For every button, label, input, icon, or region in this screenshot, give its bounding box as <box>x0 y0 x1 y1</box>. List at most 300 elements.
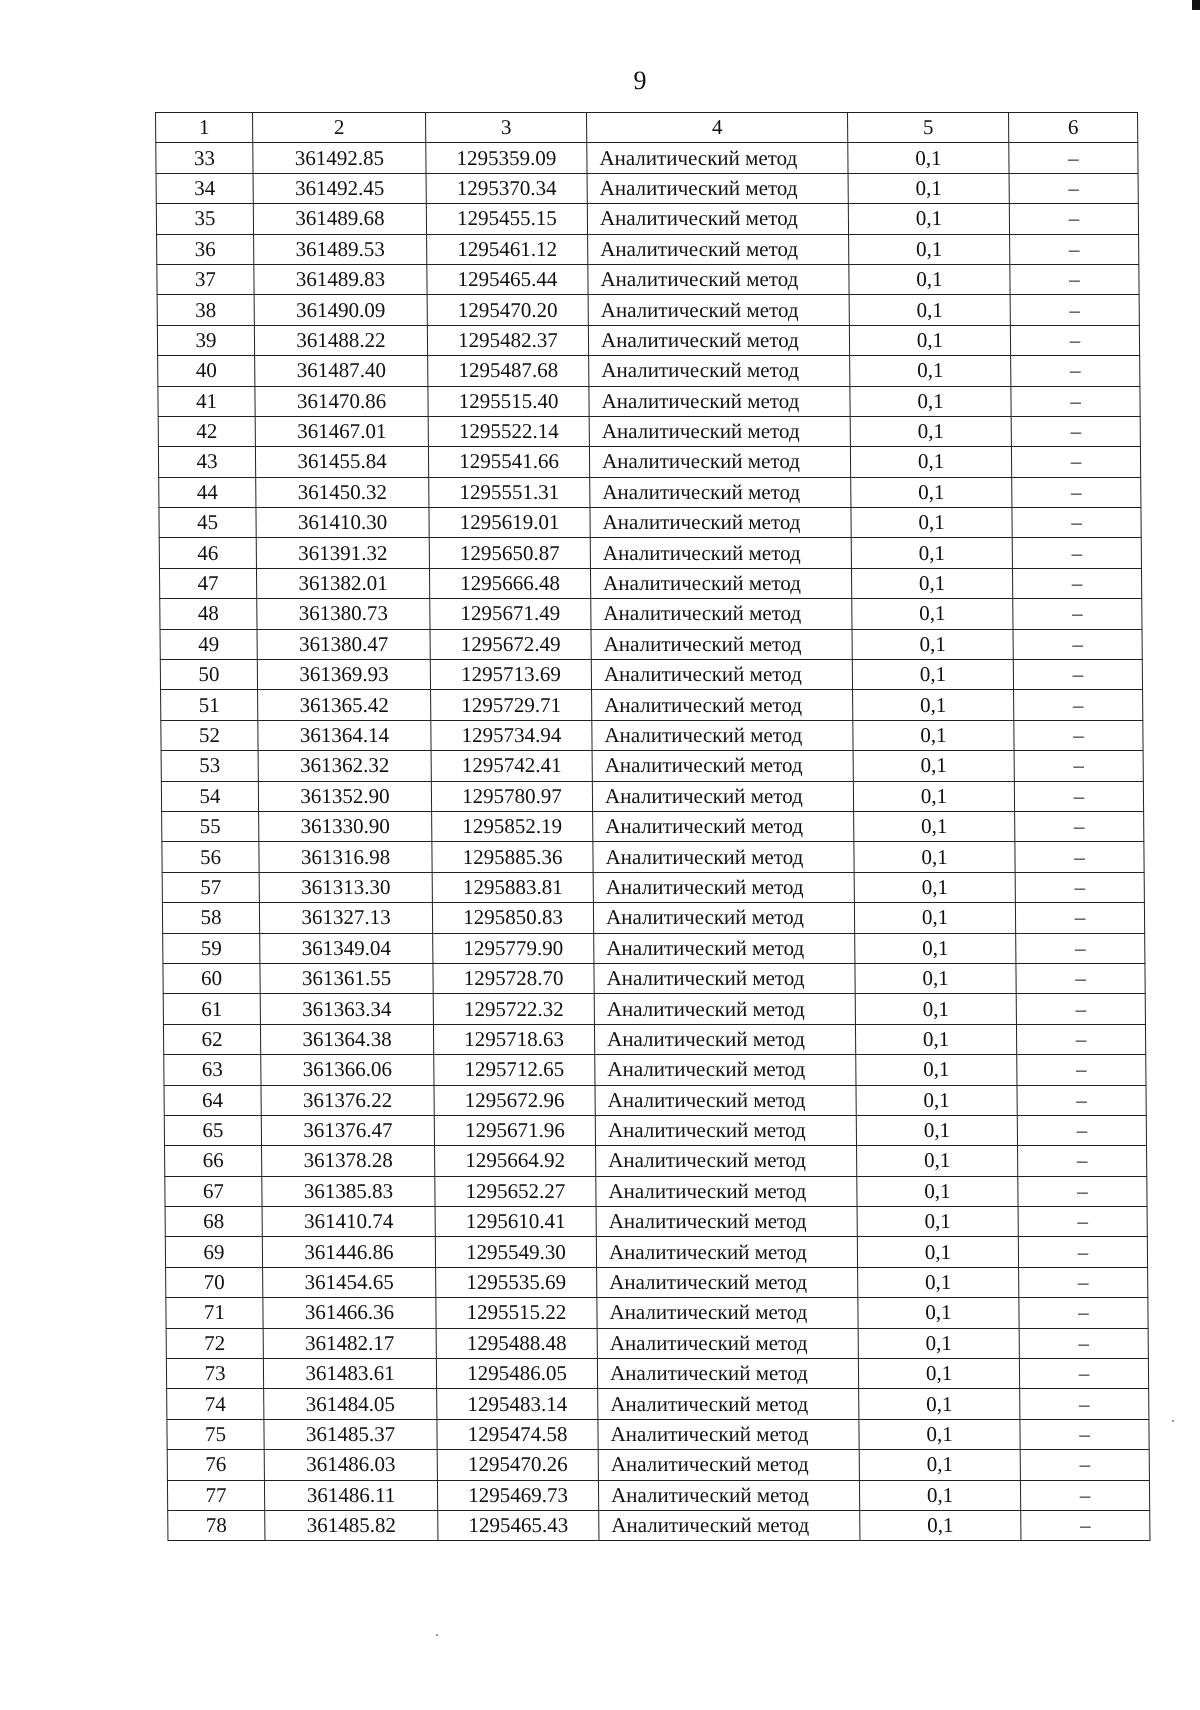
method-cell: Аналитический метод <box>598 1450 859 1480</box>
table-row <box>157 295 1139 325</box>
method-cell: Аналитический метод <box>595 1115 856 1145</box>
x-coordinate-cell: 361490.09 <box>254 295 427 325</box>
accuracy-cell: 0,1 <box>853 690 1014 720</box>
accuracy-cell: 0,1 <box>855 994 1016 1024</box>
accuracy-cell: 0,1 <box>851 477 1012 507</box>
accuracy-cell: 0,1 <box>859 1450 1020 1480</box>
point-number-cell: 61 <box>163 994 260 1024</box>
accuracy-cell: 0,1 <box>851 568 1012 598</box>
y-coordinate-cell: 1295486.05 <box>436 1359 597 1389</box>
method-cell: Аналитический метод <box>594 994 855 1024</box>
y-coordinate-cell: 1295465.44 <box>427 264 588 294</box>
x-coordinate-cell: 361487.40 <box>255 356 428 386</box>
method-cell: Аналитический метод <box>590 568 851 598</box>
x-coordinate-cell: 361364.38 <box>260 1024 433 1054</box>
point-number-cell: 34 <box>156 173 253 203</box>
y-coordinate-cell: 1295465.43 <box>438 1510 599 1540</box>
x-coordinate-cell: 361361.55 <box>260 963 433 993</box>
page-number: 9 <box>633 66 647 95</box>
y-coordinate-cell: 1295461.12 <box>427 234 588 264</box>
scan-speck <box>1172 1420 1174 1422</box>
note-cell: – <box>1020 1389 1149 1419</box>
x-coordinate-cell: 361410.74 <box>262 1207 435 1237</box>
y-coordinate-cell: 1295619.01 <box>429 508 590 538</box>
x-coordinate-cell: 361391.32 <box>256 538 429 568</box>
method-cell: Аналитический метод <box>596 1176 857 1206</box>
method-cell: Аналитический метод <box>596 1146 857 1176</box>
accuracy-cell: 0,1 <box>849 325 1010 355</box>
point-number-cell: 68 <box>165 1207 262 1237</box>
note-cell: – <box>1011 416 1140 446</box>
note-cell: – <box>1020 1480 1149 1510</box>
point-number-cell: 53 <box>161 751 258 781</box>
y-coordinate-cell: 1295470.20 <box>427 295 588 325</box>
method-cell: Аналитический метод <box>589 386 850 416</box>
x-coordinate-cell: 361313.30 <box>259 872 432 902</box>
x-coordinate-cell: 361484.05 <box>264 1389 437 1419</box>
y-coordinate-cell: 1295535.69 <box>436 1267 597 1297</box>
x-coordinate-cell: 361380.73 <box>257 599 430 629</box>
point-number-cell: 40 <box>158 356 255 386</box>
table-row <box>161 751 1143 781</box>
column-header-1: 1 <box>156 113 253 143</box>
x-coordinate-cell: 361450.32 <box>256 477 429 507</box>
y-coordinate-cell: 1295652.27 <box>435 1176 596 1206</box>
note-cell: – <box>1009 173 1138 203</box>
point-number-cell: 42 <box>158 416 255 446</box>
table-row <box>162 842 1144 872</box>
y-coordinate-cell: 1295610.41 <box>435 1207 596 1237</box>
method-cell: Аналитический метод <box>592 751 853 781</box>
method-cell: Аналитический метод <box>592 781 853 811</box>
column-header-4: 4 <box>587 113 848 143</box>
point-number-cell: 36 <box>157 234 254 264</box>
note-cell: – <box>1010 325 1139 355</box>
accuracy-cell: 0,1 <box>854 872 1015 902</box>
y-coordinate-cell: 1295488.48 <box>436 1328 597 1358</box>
y-coordinate-cell: 1295671.96 <box>434 1115 595 1145</box>
y-coordinate-cell: 1295370.34 <box>426 173 587 203</box>
accuracy-cell: 0,1 <box>848 204 1009 234</box>
table-row <box>161 781 1143 811</box>
table-row <box>162 872 1144 902</box>
y-coordinate-cell: 1295515.40 <box>428 386 589 416</box>
y-coordinate-cell: 1295359.09 <box>426 143 587 173</box>
note-cell: – <box>1012 508 1141 538</box>
note-cell: – <box>1010 264 1139 294</box>
y-coordinate-cell: 1295522.14 <box>428 416 589 446</box>
accuracy-cell: 0,1 <box>855 1024 1016 1054</box>
method-cell: Аналитический метод <box>592 720 853 750</box>
y-coordinate-cell: 1295541.66 <box>428 447 589 477</box>
accuracy-cell: 0,1 <box>856 1115 1017 1145</box>
scan-corner-mark <box>1192 0 1200 10</box>
method-cell: Аналитический метод <box>590 538 851 568</box>
point-number-cell: 44 <box>159 477 256 507</box>
x-coordinate-cell: 361362.32 <box>258 751 431 781</box>
y-coordinate-cell: 1295482.37 <box>427 325 588 355</box>
x-coordinate-cell: 361376.22 <box>261 1085 434 1115</box>
method-cell: Аналитический метод <box>589 356 850 386</box>
table-row <box>160 660 1142 690</box>
table-row <box>164 1115 1146 1145</box>
y-coordinate-cell: 1295718.63 <box>433 1024 594 1054</box>
point-number-cell: 46 <box>159 538 256 568</box>
accuracy-cell: 0,1 <box>854 842 1015 872</box>
note-cell: – <box>1015 842 1144 872</box>
x-coordinate-cell: 361369.93 <box>257 660 430 690</box>
x-coordinate-cell: 361492.45 <box>253 173 426 203</box>
table-row <box>163 963 1145 993</box>
accuracy-cell: 0,1 <box>851 538 1012 568</box>
note-cell: – <box>1011 447 1140 477</box>
x-coordinate-cell: 361486.03 <box>264 1450 437 1480</box>
y-coordinate-cell: 1295483.14 <box>437 1389 598 1419</box>
table-row <box>157 234 1139 264</box>
y-coordinate-cell: 1295515.22 <box>436 1298 597 1328</box>
x-coordinate-cell: 361485.37 <box>264 1419 437 1449</box>
point-number-cell: 55 <box>162 811 259 841</box>
point-number-cell: 66 <box>165 1146 262 1176</box>
table-row <box>159 508 1141 538</box>
point-number-cell: 67 <box>165 1176 262 1206</box>
note-cell: – <box>1013 599 1142 629</box>
y-coordinate-cell: 1295850.83 <box>432 903 593 933</box>
column-header-2: 2 <box>253 113 426 143</box>
method-cell: Аналитический метод <box>593 811 854 841</box>
y-coordinate-cell: 1295852.19 <box>432 811 593 841</box>
method-cell: Аналитический метод <box>593 903 854 933</box>
x-coordinate-cell: 361446.86 <box>262 1237 435 1267</box>
note-cell: – <box>1011 356 1140 386</box>
point-number-cell: 62 <box>163 1024 260 1054</box>
table-row <box>167 1419 1149 1449</box>
x-coordinate-cell: 361483.61 <box>263 1359 436 1389</box>
y-coordinate-cell: 1295650.87 <box>429 538 590 568</box>
point-number-cell: 76 <box>167 1450 264 1480</box>
note-cell: – <box>1010 295 1139 325</box>
point-number-cell: 72 <box>166 1328 263 1358</box>
table-row <box>163 1024 1145 1054</box>
y-coordinate-cell: 1295883.81 <box>432 872 593 902</box>
y-coordinate-cell: 1295469.73 <box>437 1480 598 1510</box>
point-number-cell: 43 <box>158 447 255 477</box>
x-coordinate-cell: 361470.86 <box>255 386 428 416</box>
y-coordinate-cell: 1295728.70 <box>433 963 594 993</box>
accuracy-cell: 0,1 <box>850 416 1011 446</box>
accuracy-cell: 0,1 <box>858 1298 1019 1328</box>
note-cell: – <box>1015 903 1144 933</box>
point-number-cell: 65 <box>164 1115 261 1145</box>
accuracy-cell: 0,1 <box>854 903 1015 933</box>
x-coordinate-cell: 361364.14 <box>258 720 431 750</box>
point-number-cell: 33 <box>156 143 253 173</box>
note-cell: – <box>1017 1085 1146 1115</box>
column-header-5: 5 <box>848 113 1009 143</box>
point-number-cell: 71 <box>166 1298 263 1328</box>
note-cell: – <box>1014 690 1143 720</box>
table-body <box>156 143 1150 1541</box>
table-row <box>158 386 1140 416</box>
note-cell: – <box>1018 1237 1147 1267</box>
accuracy-cell: 0,1 <box>857 1146 1018 1176</box>
method-cell: Аналитический метод <box>588 295 849 325</box>
accuracy-cell: 0,1 <box>859 1480 1020 1510</box>
y-coordinate-cell: 1295729.71 <box>431 690 592 720</box>
table-row <box>159 568 1141 598</box>
x-coordinate-cell: 361385.83 <box>262 1176 435 1206</box>
x-coordinate-cell: 361489.68 <box>253 204 426 234</box>
table-row <box>165 1237 1147 1267</box>
note-cell: – <box>1018 1207 1147 1237</box>
table-row <box>167 1450 1149 1480</box>
method-cell: Аналитический метод <box>588 234 849 264</box>
point-number-cell: 41 <box>158 386 255 416</box>
accuracy-cell: 0,1 <box>850 386 1011 416</box>
note-cell: – <box>1013 660 1142 690</box>
table-row <box>164 1085 1146 1115</box>
x-coordinate-cell: 361482.17 <box>263 1328 436 1358</box>
note-cell: – <box>1019 1359 1148 1389</box>
note-cell: – <box>1014 751 1143 781</box>
accuracy-cell: 0,1 <box>849 264 1010 294</box>
y-coordinate-cell: 1295722.32 <box>433 994 594 1024</box>
method-cell: Аналитический метод <box>596 1237 857 1267</box>
method-cell: Аналитический метод <box>593 872 854 902</box>
y-coordinate-cell: 1295779.90 <box>433 933 594 963</box>
accuracy-cell: 0,1 <box>859 1419 1020 1449</box>
y-coordinate-cell: 1295671.49 <box>430 599 591 629</box>
method-cell: Аналитический метод <box>598 1419 859 1449</box>
method-cell: Аналитический метод <box>594 1024 855 1054</box>
table-row <box>166 1267 1148 1297</box>
x-coordinate-cell: 361380.47 <box>257 629 430 659</box>
x-coordinate-cell: 361365.42 <box>258 690 431 720</box>
method-cell: Аналитический метод <box>592 690 853 720</box>
method-cell: Аналитический метод <box>591 629 852 659</box>
note-cell: – <box>1012 477 1141 507</box>
accuracy-cell: 0,1 <box>854 811 1015 841</box>
note-cell: – <box>1018 1176 1147 1206</box>
accuracy-cell: 0,1 <box>857 1176 1018 1206</box>
table-row <box>165 1207 1147 1237</box>
table-row <box>162 811 1144 841</box>
accuracy-cell: 0,1 <box>850 447 1011 477</box>
accuracy-cell: 0,1 <box>851 508 1012 538</box>
table-row <box>162 903 1144 933</box>
accuracy-cell: 0,1 <box>856 1085 1017 1115</box>
x-coordinate-cell: 361327.13 <box>259 903 432 933</box>
y-coordinate-cell: 1295742.41 <box>431 751 592 781</box>
x-coordinate-cell: 361352.90 <box>258 781 431 811</box>
scan-speck <box>436 1634 438 1636</box>
point-number-cell: 56 <box>162 842 259 872</box>
method-cell: Аналитический метод <box>597 1267 858 1297</box>
note-cell: – <box>1016 963 1145 993</box>
note-cell: – <box>1009 143 1138 173</box>
x-coordinate-cell: 361376.47 <box>261 1115 434 1145</box>
table-row <box>167 1389 1149 1419</box>
point-number-cell: 74 <box>167 1389 264 1419</box>
method-cell: Аналитический метод <box>591 660 852 690</box>
point-number-cell: 60 <box>163 963 260 993</box>
table-row <box>166 1298 1148 1328</box>
method-cell: Аналитический метод <box>594 963 855 993</box>
table-row <box>161 690 1143 720</box>
point-number-cell: 48 <box>160 599 257 629</box>
table-row <box>158 356 1140 386</box>
note-cell: – <box>1013 629 1142 659</box>
method-cell: Аналитический метод <box>587 143 848 173</box>
accuracy-cell: 0,1 <box>857 1207 1018 1237</box>
y-coordinate-cell: 1295549.30 <box>435 1237 596 1267</box>
note-cell: – <box>1014 720 1143 750</box>
point-number-cell: 73 <box>166 1359 263 1389</box>
table-row <box>156 173 1138 203</box>
x-coordinate-cell: 361485.82 <box>265 1510 438 1540</box>
x-coordinate-cell: 361316.98 <box>259 842 432 872</box>
note-cell: – <box>1019 1267 1148 1297</box>
note-cell: – <box>1015 811 1144 841</box>
method-cell: Аналитический метод <box>595 1085 856 1115</box>
note-cell: – <box>1018 1146 1147 1176</box>
y-coordinate-cell: 1295885.36 <box>432 842 593 872</box>
y-coordinate-cell: 1295672.96 <box>434 1085 595 1115</box>
method-cell: Аналитический метод <box>595 1055 856 1085</box>
accuracy-cell: 0,1 <box>848 143 1009 173</box>
x-coordinate-cell: 361410.30 <box>256 508 429 538</box>
x-coordinate-cell: 361349.04 <box>260 933 433 963</box>
note-cell: – <box>1016 1024 1145 1054</box>
table-row <box>157 325 1139 355</box>
x-coordinate-cell: 361489.53 <box>254 234 427 264</box>
note-cell: – <box>1019 1298 1148 1328</box>
x-coordinate-cell: 361467.01 <box>255 416 428 446</box>
method-cell: Аналитический метод <box>587 204 848 234</box>
x-coordinate-cell: 361382.01 <box>256 568 429 598</box>
note-cell: – <box>1019 1328 1148 1358</box>
method-cell: Аналитический метод <box>590 477 851 507</box>
note-cell: – <box>1017 1055 1146 1085</box>
note-cell: – <box>1012 538 1141 568</box>
note-cell: – <box>1016 933 1145 963</box>
method-cell: Аналитический метод <box>589 447 850 477</box>
accuracy-cell: 0,1 <box>853 720 1014 750</box>
method-cell: Аналитический метод <box>597 1298 858 1328</box>
note-cell: – <box>1011 386 1140 416</box>
point-number-cell: 63 <box>164 1055 261 1085</box>
column-header-3: 3 <box>426 113 587 143</box>
y-coordinate-cell: 1295474.58 <box>437 1419 598 1449</box>
x-coordinate-cell: 361488.22 <box>254 325 427 355</box>
point-number-cell: 52 <box>161 720 258 750</box>
accuracy-cell: 0,1 <box>852 660 1013 690</box>
x-coordinate-cell: 361363.34 <box>260 994 433 1024</box>
accuracy-cell: 0,1 <box>852 629 1013 659</box>
method-cell: Аналитический метод <box>597 1359 858 1389</box>
accuracy-cell: 0,1 <box>860 1510 1021 1540</box>
x-coordinate-cell: 361466.36 <box>263 1298 436 1328</box>
point-number-cell: 45 <box>159 508 256 538</box>
point-number-cell: 38 <box>157 295 254 325</box>
y-coordinate-cell: 1295487.68 <box>428 356 589 386</box>
method-cell: Аналитический метод <box>590 508 851 538</box>
note-cell: – <box>1020 1450 1149 1480</box>
table-row <box>163 994 1145 1024</box>
column-header-6: 6 <box>1009 113 1138 143</box>
y-coordinate-cell: 1295780.97 <box>431 781 592 811</box>
y-coordinate-cell: 1295666.48 <box>429 568 590 598</box>
accuracy-cell: 0,1 <box>853 781 1014 811</box>
note-cell: – <box>1020 1419 1149 1449</box>
point-number-cell: 70 <box>166 1267 263 1297</box>
x-coordinate-cell: 361366.06 <box>261 1055 434 1085</box>
y-coordinate-cell: 1295672.49 <box>430 629 591 659</box>
method-cell: Аналитический метод <box>598 1389 859 1419</box>
y-coordinate-cell: 1295734.94 <box>431 720 592 750</box>
y-coordinate-cell: 1295470.26 <box>437 1450 598 1480</box>
note-cell: – <box>1021 1510 1150 1540</box>
note-cell: – <box>1012 568 1141 598</box>
accuracy-cell: 0,1 <box>853 751 1014 781</box>
point-number-cell: 49 <box>160 629 257 659</box>
table-row <box>156 204 1138 234</box>
table-row <box>167 1480 1149 1510</box>
y-coordinate-cell: 1295664.92 <box>435 1146 596 1176</box>
point-number-cell: 35 <box>156 204 253 234</box>
table-row <box>161 720 1143 750</box>
table-row <box>159 477 1141 507</box>
accuracy-cell: 0,1 <box>855 933 1016 963</box>
point-number-cell: 59 <box>163 933 260 963</box>
coordinates-table-wrapper <box>155 112 1143 1541</box>
table-row <box>159 538 1141 568</box>
accuracy-cell: 0,1 <box>858 1359 1019 1389</box>
accuracy-cell: 0,1 <box>850 356 1011 386</box>
method-cell: Аналитический метод <box>594 933 855 963</box>
x-coordinate-cell: 361454.65 <box>263 1267 436 1297</box>
y-coordinate-cell: 1295712.65 <box>434 1055 595 1085</box>
table-row <box>166 1328 1148 1358</box>
x-coordinate-cell: 361492.85 <box>253 143 426 173</box>
point-number-cell: 51 <box>161 690 258 720</box>
accuracy-cell: 0,1 <box>849 295 1010 325</box>
note-cell: – <box>1016 994 1145 1024</box>
method-cell: Аналитический метод <box>597 1328 858 1358</box>
accuracy-cell: 0,1 <box>857 1237 1018 1267</box>
x-coordinate-cell: 361330.90 <box>259 811 432 841</box>
table-row <box>168 1510 1150 1540</box>
coordinates-table <box>155 112 1150 1541</box>
table-row <box>163 933 1145 963</box>
point-number-cell: 54 <box>161 781 258 811</box>
note-cell: – <box>1009 204 1138 234</box>
point-number-cell: 64 <box>164 1085 261 1115</box>
method-cell: Аналитический метод <box>587 173 848 203</box>
table-row <box>166 1359 1148 1389</box>
table-row <box>160 599 1142 629</box>
method-cell: Аналитический метод <box>589 416 850 446</box>
accuracy-cell: 0,1 <box>858 1267 1019 1297</box>
note-cell: – <box>1014 781 1143 811</box>
accuracy-cell: 0,1 <box>856 1055 1017 1085</box>
accuracy-cell: 0,1 <box>848 173 1009 203</box>
point-number-cell: 57 <box>162 872 259 902</box>
table-row <box>165 1176 1147 1206</box>
point-number-cell: 78 <box>168 1510 265 1540</box>
note-cell: – <box>1017 1115 1146 1145</box>
method-cell: Аналитический метод <box>593 842 854 872</box>
